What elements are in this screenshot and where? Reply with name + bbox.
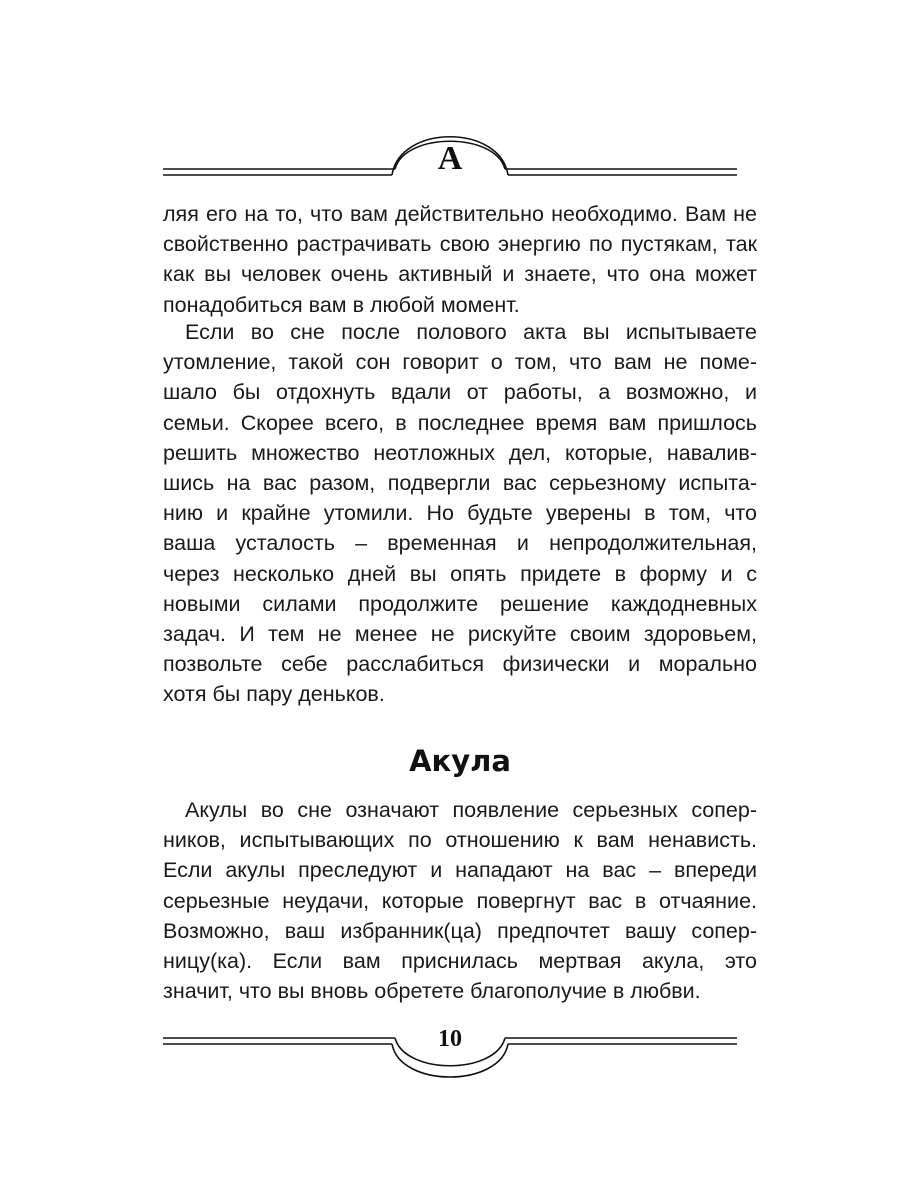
text-line: серьезные неудачи, которые повергнут вас в отчаяние.	[163, 888, 757, 913]
paragraph-continuation	[163, 199, 757, 320]
section-title: Акула	[409, 744, 511, 778]
text-line: свойственно растрачивать свою энергию по пустякам, так	[163, 232, 757, 257]
text-line: нию и крайне утомили. Но будьте уверены в том, что	[163, 501, 757, 526]
text-line: утомление, такой сон говорит о том, что вам не поме-	[163, 350, 757, 375]
paragraph-fatigue	[163, 317, 757, 710]
text-line: Если во сне после полового акта вы испытываете	[185, 320, 757, 344]
page-number: 10	[438, 1026, 462, 1052]
text-line: решить множество неотложных дел, которые, навалив-	[163, 440, 757, 465]
text-line: понадобиться вам в любой момент.	[163, 292, 520, 317]
text-line: новыми силами продолжите решение каждодневных	[163, 591, 757, 616]
text-line: задач. И тем не менее не рискуйте своим здоровьем,	[163, 622, 757, 647]
text-line: ников, испытывающих по отношению к вам ненависть.	[163, 828, 757, 853]
alphabet-letter-header: А	[437, 140, 463, 177]
text-line: ницу(ка). Если вам приснилась мертвая акула, это	[163, 949, 757, 974]
text-line: хотя бы пару деньков.	[163, 682, 385, 707]
text-line: шало бы отдохнуть вдали от работы, а возможно, и	[163, 380, 757, 405]
text-line: через несколько дней вы опять придете в форму и с	[163, 561, 757, 586]
text-line: ваша усталость – временная и непродолжительная,	[163, 531, 757, 556]
text-line: Возможно, ваш избранник(ца) предпочтет вашу сопер-	[163, 918, 757, 943]
text-line: позвольте себе расслабиться физически и морально	[163, 652, 757, 677]
text-line: ляя его на то, что вам действительно необходимо. Вам не	[163, 202, 757, 226]
text-line: как вы человек очень активный и знаете, что она может	[163, 262, 757, 287]
text-line: Если акулы преследуют и нападают на вас – впереди	[163, 858, 757, 883]
text-line: семьи. Скорее всего, в последнее время вам пришлось	[163, 410, 757, 435]
paragraph-shark	[163, 795, 757, 1006]
text-line: шись на вас разом, подвергли вас серьезному испыта-	[163, 471, 757, 496]
text-line: значит, что вы вновь обретете благополучие в любви.	[163, 979, 701, 1004]
text-line: Акулы во сне означают появление серьезных сопер-	[185, 798, 757, 822]
